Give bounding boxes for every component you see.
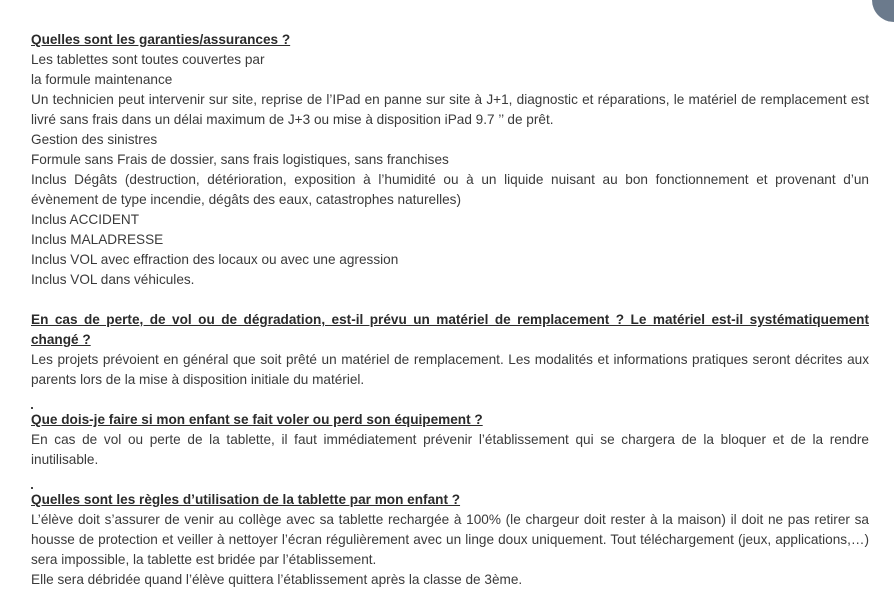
faq-question: Que dois-je faire si mon enfant se fait voler ou perd son équipement ? [31,412,483,427]
corner-badge [872,0,894,22]
faq-section-theft [31,410,869,470]
faq-line: Inclus VOL dans véhicules. [31,272,195,287]
faq-paragraph: Les projets prévoient en général que soit prêté un matériel de remplacement. Les modalités et informations pratiques seront décrites aux parents lors de la mise à disposition initiale du matériel. [31,352,869,387]
faq-question: En cas de perte, de vol ou de dégradation, est-il prévu un matériel de remplacement ? Le matériel est-il systématiquement changé ? [31,312,869,347]
faq-section-replacement [31,310,869,390]
faq-line: Formule sans Frais de dossier, sans frais logistiques, sans franchises [31,152,449,167]
faq-paragraph: Un technicien peut intervenir sur site, reprise de l’IPad en panne sur site à J+1, diagnostic et réparations, le matériel de remplacement est livré sans frais dans un délai maximum de J+3 ou mise à disposition iPad 9.7 ’’ de prêt. [31,92,869,127]
faq-section-usage-rules [31,490,869,590]
faq-line: Les tablettes sont toutes couvertes par [31,52,265,67]
faq-question: Quelles sont les garanties/assurances ? [31,32,291,47]
faq-paragraph: Inclus Dégâts (destruction, détérioration, exposition à l’humidité ou à un liquide nuisant au bon fonctionnement et provenant d’un évènement de type incendie, dégâts des eaux, catastrophes naturelles) [31,172,869,207]
faq-line: Inclus MALADRESSE [31,232,164,247]
faq-question: Quelles sont les règles d’utilisation de la tablette par mon enfant ? [31,492,461,507]
faq-section-guarantees [31,30,869,290]
faq-paragraph: L’élève doit s’assurer de venir au collège avec sa tablette rechargée à 100% (le chargeur doit rester à la maison) il doit ne pas retirer sa housse de protection et veiller à nettoyer l’écran régulièrement avec un linge doux uniquement. Tout téléchargement (jeux, applications,…) sera impossible, la tablette est bridée par l’établissement. [31,512,869,567]
faq-line: Inclus VOL avec effraction des locaux ou avec une agression [31,252,399,267]
faq-line: la formule maintenance [31,72,173,87]
faq-line: Gestion des sinistres [31,132,158,147]
faq-document [31,30,869,610]
faq-line: Inclus ACCIDENT [31,212,140,227]
faq-line: Elle sera débridée quand l’élève quittera l’établissement après la classe de 3ème. [31,572,523,587]
faq-paragraph: En cas de vol ou perte de la tablette, il faut immédiatement prévenir l’établissement qui se chargera de la bloquer et de la rendre inutilisable. [31,432,869,467]
